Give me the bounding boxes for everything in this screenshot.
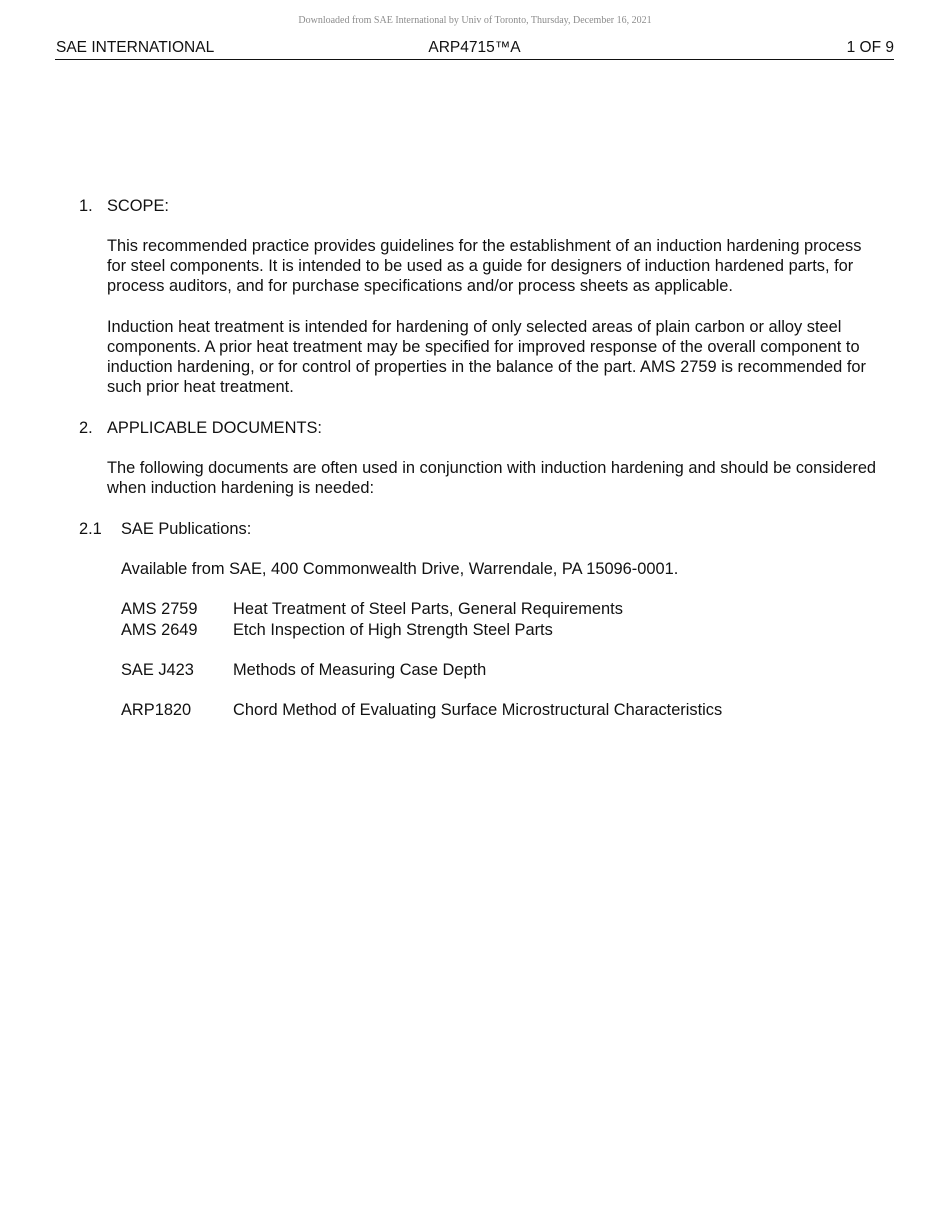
sae-availability-line: Available from SAE, 400 Commonwealth Drive, Warrendale, PA 15096-0001. (121, 560, 679, 578)
header-document-id: ARP4715™A (428, 39, 521, 56)
section-2-number: 2. (79, 419, 93, 437)
reference-code: ARP1820 (121, 701, 192, 719)
header-page-number: 1 OF 9 (846, 39, 894, 56)
section-2-1-title: SAE Publications: (121, 520, 252, 538)
reference-code: SAE J423 (121, 661, 194, 679)
download-watermark: Downloaded from SAE International by Univ of Toronto, Thursday, December 16, 2021 (298, 15, 652, 26)
reference-title: Methods of Measuring Case Depth (233, 661, 487, 679)
section-2-1-number: 2.1 (79, 520, 102, 538)
section-1-number: 1. (79, 197, 93, 215)
reference-code: AMS 2759 (121, 600, 198, 618)
scope-paragraph-1: This recommended practice provides guidelines for the establishment of an induction hardening process for steel components. It is intended to be used as a guide for designers of induction hardened parts, for process auditors, and for purchase specifications and/or process sheets as applicable. (107, 237, 862, 295)
section-1-title: SCOPE: (107, 197, 169, 215)
section-2-title: APPLICABLE DOCUMENTS: (107, 419, 322, 437)
reference-title: Etch Inspection of High Strength Steel Parts (233, 621, 553, 639)
reference-title: Heat Treatment of Steel Parts, General Requirements (233, 600, 623, 618)
scope-paragraph-2: Induction heat treatment is intended for hardening of only selected areas of plain carbon or alloy steel components. A prior heat treatment may be specified for improved response of the overall component to induction hardening, or for control of properties in the balance of the part. AMS 2759 is recommended for such prior heat treatment. (107, 318, 866, 396)
reference-title: Chord Method of Evaluating Surface Microstructural Characteristics (233, 701, 723, 719)
applicable-docs-paragraph: The following documents are often used in conjunction with induction hardening and should be considered when induction hardening is needed: (107, 459, 877, 497)
header-organization: SAE INTERNATIONAL (56, 39, 215, 56)
reference-code: AMS 2649 (121, 621, 198, 639)
